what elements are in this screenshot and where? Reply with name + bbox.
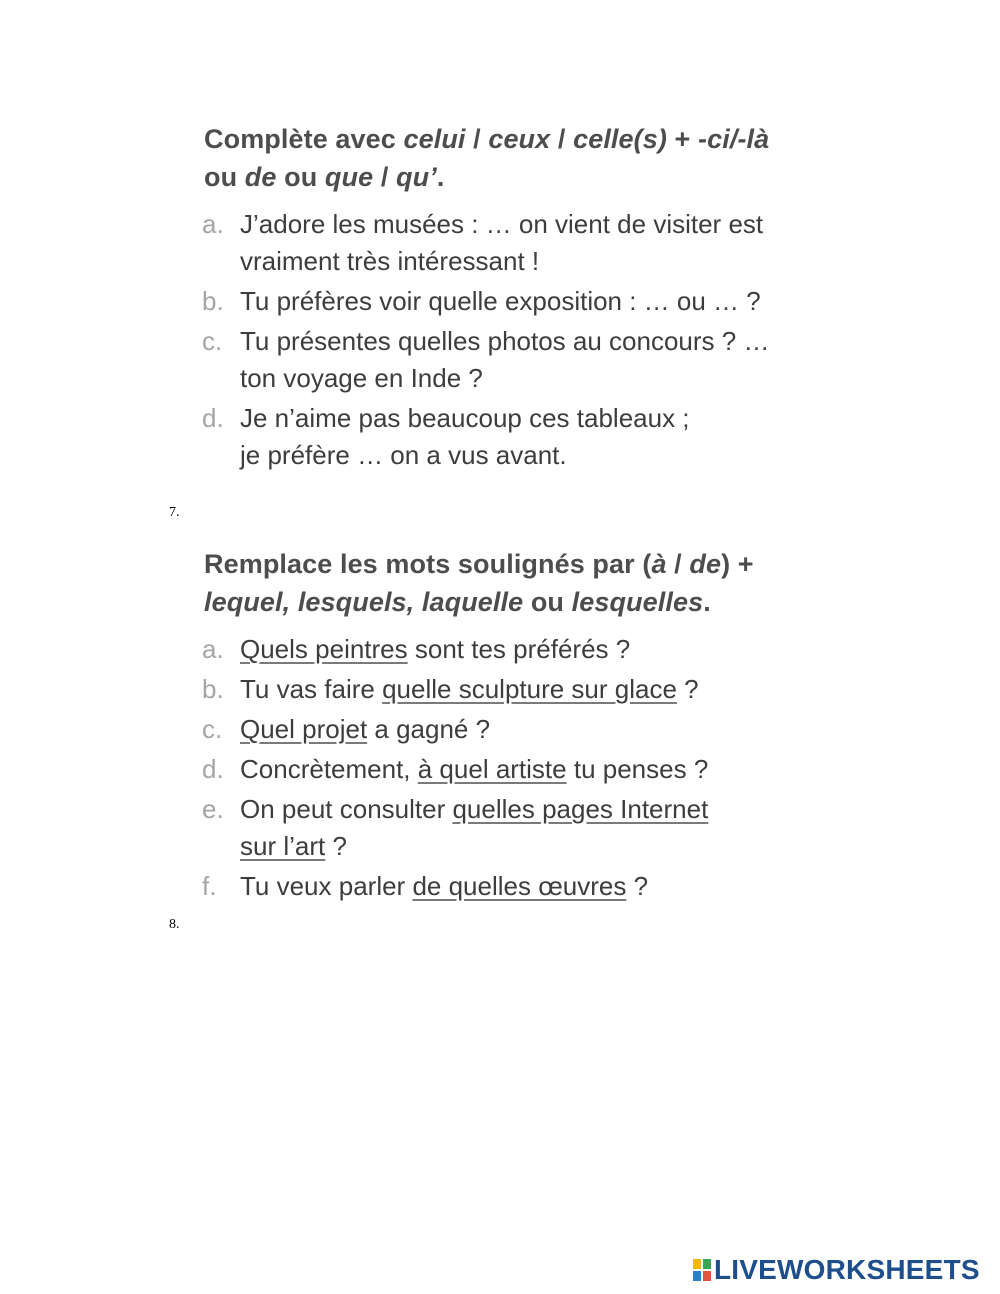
exercise-7-items	[200, 206, 880, 474]
text-fragment: je préfère … on a vus avant.	[240, 440, 567, 470]
exercise-8-items	[200, 631, 880, 905]
item-text	[240, 751, 880, 788]
liveworksheets-logo	[692, 1254, 980, 1286]
text-fragment: Tu vas faire	[240, 674, 383, 704]
text-fragment: +	[666, 124, 699, 154]
exercise-item	[200, 711, 880, 748]
text-fragment: Remplace les mots soulignés par (	[204, 549, 652, 579]
text-fragment: ou	[523, 587, 572, 617]
item-letter: d.	[202, 403, 224, 433]
text-fragment: /	[550, 124, 574, 154]
text-fragment: lesquelles	[571, 587, 704, 617]
item-text	[240, 791, 880, 865]
text-fragment: ceux	[488, 124, 551, 154]
item-text	[240, 671, 880, 708]
item-text	[240, 868, 880, 905]
exercise-8	[200, 545, 880, 908]
exercise-item	[200, 631, 880, 668]
item-letter: a.	[202, 634, 224, 664]
underlined-words: quelles pages Internet	[452, 794, 709, 824]
text-fragment: tu penses ?	[566, 754, 709, 784]
exercise-item	[200, 671, 880, 708]
text-fragment: -ci/-là	[698, 124, 770, 154]
item-letter: c.	[202, 714, 223, 744]
underlined-words: Quel projet	[240, 714, 368, 744]
text-fragment: de	[689, 549, 722, 579]
text-fragment: ?	[325, 831, 347, 861]
text-fragment: Concrètement,	[240, 754, 418, 784]
logo-square	[702, 1258, 712, 1270]
item-letter: a.	[202, 209, 224, 239]
text-fragment: ton voyage en Inde ?	[240, 363, 483, 393]
exercise-item	[200, 868, 880, 905]
text-fragment: lequel, lesquels, laquelle	[204, 587, 524, 617]
text-fragment: Tu présentes quelles photos au concours ? …	[240, 326, 770, 356]
exercise-item	[200, 323, 880, 397]
underlined-words: à quel artiste	[417, 754, 567, 784]
exercise-item	[200, 283, 880, 320]
exercise-item	[200, 400, 880, 474]
item-letter: c.	[202, 326, 223, 356]
item-text	[240, 206, 880, 280]
brand-name: LIVEWORKSHEETS	[714, 1254, 980, 1285]
item-letter: d.	[202, 754, 224, 784]
text-fragment: de	[244, 162, 277, 192]
item-letter: f.	[202, 871, 217, 901]
text-fragment: .	[703, 587, 711, 617]
text-fragment: celui	[403, 124, 466, 154]
text-fragment: .	[436, 162, 445, 192]
text-fragment: que	[324, 162, 374, 192]
item-letter: b.	[202, 674, 224, 704]
text-fragment: ) +	[721, 549, 754, 579]
text-fragment: ?	[626, 871, 649, 901]
logo-square	[692, 1270, 702, 1282]
exercise-item	[200, 791, 880, 865]
exercise-8-title	[204, 545, 880, 621]
item-letter: b.	[202, 286, 224, 316]
logo-square	[692, 1258, 702, 1270]
item-text	[240, 283, 880, 320]
text-fragment: /	[465, 124, 489, 154]
text-fragment: J’adore les musées : … on vient de visiter est	[240, 209, 764, 239]
text-fragment: ?	[676, 674, 699, 704]
text-fragment: vraiment très intéressant !	[240, 246, 540, 276]
item-text	[240, 711, 880, 748]
text-fragment: qu’	[396, 162, 437, 192]
question-number-7: 7.	[169, 505, 180, 520]
item-text	[240, 631, 880, 668]
exercise-7	[200, 120, 880, 477]
logo-square	[702, 1270, 712, 1282]
text-fragment: ou	[204, 162, 245, 192]
exercise-item	[200, 751, 880, 788]
exercise-item	[200, 206, 880, 280]
underlined-words: de quelles œuvres	[412, 871, 627, 901]
text-fragment: Tu préfères voir quelle exposition : … ou … ?	[240, 286, 761, 316]
exercise-7-title	[204, 120, 880, 196]
text-fragment: celle(s)	[573, 124, 667, 154]
liveworksheets-logo-icon	[692, 1258, 712, 1282]
underlined-words: quelle sculpture sur glace	[382, 674, 677, 704]
question-number-8: 8.	[169, 917, 180, 932]
text-fragment: a gagné ?	[367, 714, 491, 744]
text-fragment: Tu veux parler	[240, 871, 413, 901]
text-fragment: sont tes préférés ?	[407, 634, 631, 664]
text-fragment: ou	[276, 162, 325, 192]
item-text	[240, 323, 880, 397]
text-fragment: On peut consulter	[240, 794, 453, 824]
underlined-words: sur l’art	[240, 831, 326, 861]
text-fragment: Je n’aime pas beaucoup ces tableaux ;	[240, 403, 690, 433]
text-fragment: à	[651, 549, 667, 579]
text-fragment: Complète avec	[204, 124, 404, 154]
text-fragment: /	[666, 549, 690, 579]
item-text	[240, 400, 880, 474]
underlined-words: Quels peintres	[240, 634, 408, 664]
item-letter: e.	[202, 794, 224, 824]
text-fragment: /	[373, 162, 397, 192]
